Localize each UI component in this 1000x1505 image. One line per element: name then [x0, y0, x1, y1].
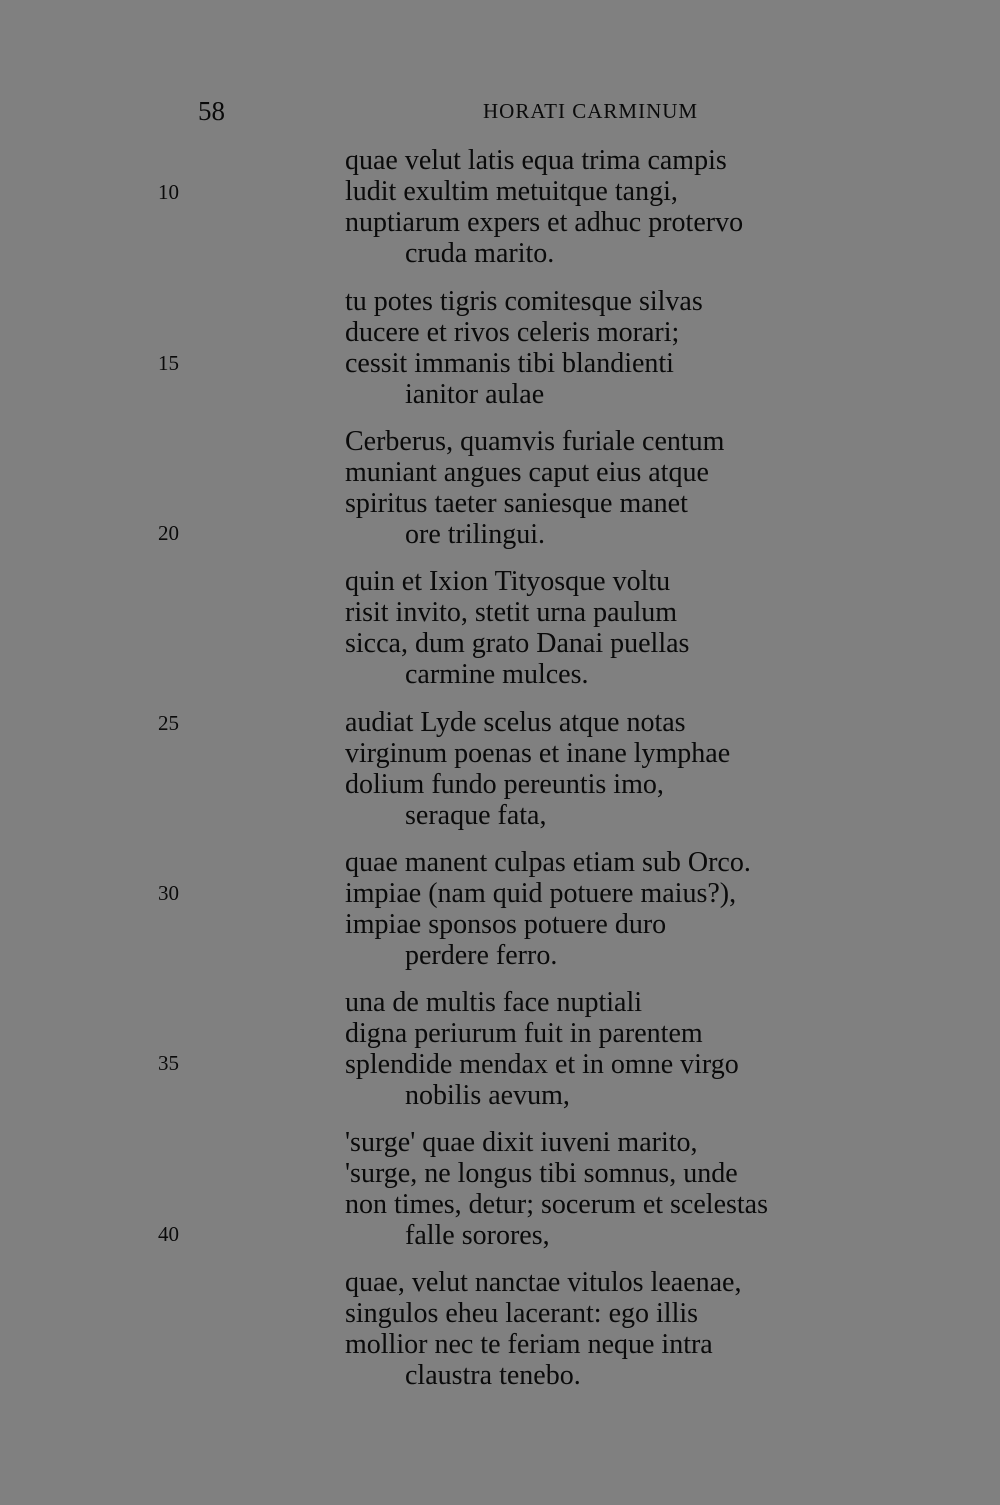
line-number: 35 [158, 1051, 179, 1075]
verse-line-indented: ore trilingui. [405, 519, 545, 550]
verse-line: quae velut latis equa trima campis [345, 145, 727, 176]
verse-line: ducere et rivos celeris morari; [345, 317, 680, 348]
line-number: 20 [158, 521, 179, 545]
verse-line: splendide mendax et in omne virgo [345, 1049, 739, 1080]
verse-line-indented: perdere ferro. [405, 940, 558, 971]
verse-line: audiat Lyde scelus atque notas [345, 707, 686, 738]
verse-line: dolium fundo pereuntis imo, [345, 769, 664, 800]
line-number: 10 [158, 180, 179, 204]
line-number: 15 [158, 351, 179, 375]
verse-line: digna periurum fuit in parentem [345, 1018, 703, 1049]
verse-line-indented: falle sorores, [405, 1220, 550, 1251]
line-number: 30 [158, 881, 179, 905]
verse-line: risit invito, stetit urna paulum [345, 597, 678, 628]
verse-line: impiae sponsos potuere duro [345, 909, 667, 940]
verse-line: quae manent culpas etiam sub Orco. [345, 847, 751, 878]
verse-line: singulos eheu lacerant: ego illis [345, 1298, 699, 1329]
verse-line: ludit exultim metuitque tangi, [345, 176, 678, 207]
verse-line-indented: claustra tenebo. [405, 1360, 581, 1391]
page-number: 58 [198, 96, 225, 126]
verse-line-indented: nobilis aevum, [405, 1080, 570, 1111]
verse-line: muniant angues caput eius atque [345, 457, 709, 488]
verse-line: virginum poenas et inane lymphae [345, 738, 731, 769]
verse-line: impiae (nam quid potuere maius?), [345, 878, 737, 909]
verse-line-indented: ianitor aulae [405, 379, 545, 410]
verse-line: 'surge, ne longus tibi somnus, unde [345, 1158, 738, 1189]
verse-line-indented: cruda marito. [405, 238, 555, 269]
verse-line: cessit immanis tibi blandienti [345, 348, 674, 379]
verse-line: Cerberus, quamvis furiale centum [345, 426, 725, 457]
line-number: 40 [158, 1222, 179, 1246]
verse-line: nuptiarum expers et adhuc protervo [345, 207, 744, 238]
line-number: 25 [158, 711, 179, 735]
verse-line: mollior nec te feriam neque intra [345, 1329, 713, 1360]
verse-line: tu potes tigris comitesque silvas [345, 286, 703, 317]
verse-line: non times, detur; socerum et scelestas [345, 1189, 768, 1220]
verse-line-indented: carmine mulces. [405, 659, 589, 690]
running-title: HORATI CARMINUM [483, 99, 699, 123]
verse-line: una de multis face nuptiali [345, 987, 643, 1018]
verse-line-indented: seraque fata, [405, 800, 547, 831]
verse-line: quae, velut nanctae vitulos leaenae, [345, 1267, 742, 1298]
verse-line: 'surge' quae dixit iuveni marito, [345, 1127, 698, 1158]
verse-line: quin et Ixion Tityosque voltu [345, 566, 671, 597]
verse-line: sicca, dum grato Danai puellas [345, 628, 690, 659]
verse-line: spiritus taeter saniesque manet [345, 488, 688, 519]
